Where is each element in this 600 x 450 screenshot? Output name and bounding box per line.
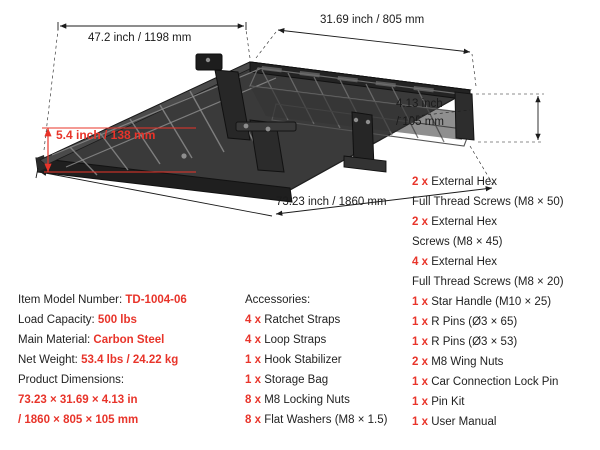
- spec-capacity-value: 500 lbs: [97, 314, 137, 326]
- specifications-list: [18, 290, 233, 430]
- accessory-name: Flat Washers (M8 × 1.5): [264, 414, 388, 426]
- spec-model-label: Item Model Number:: [18, 294, 123, 306]
- hardware-name-cont: Full Thread Screws (M8 × 20): [412, 276, 564, 288]
- accessory-qty: 8 x: [245, 414, 261, 426]
- hardware-item: [412, 172, 597, 192]
- accessory-qty: 1 x: [245, 354, 261, 366]
- dimension-rail-height: 5.4 inch / 138 mm: [56, 128, 156, 142]
- hardware-item: [412, 252, 597, 272]
- spec-model-value: TD-1004-06: [125, 294, 187, 306]
- accessory-qty: 1 x: [245, 374, 261, 386]
- accessory-item: [245, 330, 410, 350]
- spec-material-label: Main Material:: [18, 334, 91, 346]
- accessory-name: Ratchet Straps: [264, 314, 341, 326]
- accessory-qty: 8 x: [245, 394, 261, 406]
- hardware-name: R Pins (Ø3 × 53): [431, 336, 518, 348]
- hardware-name: External Hex: [431, 176, 498, 188]
- spec-dimensions-label: Product Dimensions:: [18, 374, 125, 386]
- spec-weight-value: 53.4 lbs / 24.22 kg: [81, 354, 179, 366]
- hardware-name: Pin Kit: [431, 396, 465, 408]
- accessory-qty: 4 x: [245, 314, 261, 326]
- hardware-qty: 2 x: [412, 216, 428, 228]
- hardware-item: [412, 392, 597, 412]
- spec-material-value: Carbon Steel: [93, 334, 165, 346]
- hardware-qty: 2 x: [412, 356, 428, 368]
- accessory-name: Loop Straps: [264, 334, 327, 346]
- accessory-name: Hook Stabilizer: [264, 354, 342, 366]
- hardware-item: [412, 332, 597, 352]
- accessory-name: Storage Bag: [264, 374, 329, 386]
- hardware-name: R Pins (Ø3 × 65): [431, 316, 518, 328]
- hardware-item: [412, 352, 597, 372]
- dimension-length-top: 47.2 inch / 1198 mm: [88, 32, 192, 44]
- hardware-item: [412, 212, 597, 232]
- hardware-name: Star Handle (M10 × 25): [431, 296, 552, 308]
- dimension-height-line1: 4.13 inch: [396, 98, 443, 110]
- spec-dimensions-metric: / 1860 × 805 × 105 mm: [18, 414, 139, 426]
- hardware-qty: 1 x: [412, 416, 428, 428]
- spec-capacity-row: [18, 310, 233, 330]
- accessory-item: [245, 310, 410, 330]
- spec-weight-row: [18, 350, 233, 370]
- hardware-qty: 1 x: [412, 376, 428, 388]
- accessory-item: [245, 370, 410, 390]
- accessories-title: Accessories:: [245, 294, 311, 306]
- hardware-name: Car Connection Lock Pin: [431, 376, 559, 388]
- spec-dimensions-imperial: 73.23 × 31.69 × 4.13 in: [18, 394, 138, 406]
- hardware-item: [412, 412, 597, 432]
- hardware-name: External Hex: [431, 256, 498, 268]
- hardware-item: [412, 312, 597, 332]
- hardware-qty: 1 x: [412, 336, 428, 348]
- hardware-name-cont: Screws (M8 × 45): [412, 236, 503, 248]
- hardware-qty: 2 x: [412, 176, 428, 188]
- hardware-name-cont: Full Thread Screws (M8 × 50): [412, 196, 564, 208]
- hardware-list: [412, 172, 597, 432]
- hardware-name: M8 Wing Nuts: [431, 356, 504, 368]
- spec-weight-label: Net Weight:: [18, 354, 78, 366]
- dimension-height-line2: / 105 mm: [396, 116, 444, 128]
- dimension-ramp-length: 73.23 inch / 1860 mm: [276, 196, 387, 208]
- accessory-item: [245, 350, 410, 370]
- accessory-item: [245, 390, 410, 410]
- hardware-name: External Hex: [431, 216, 498, 228]
- hardware-qty: 1 x: [412, 296, 428, 308]
- hardware-qty: 1 x: [412, 316, 428, 328]
- hardware-item: [412, 292, 597, 312]
- spec-model-row: [18, 290, 233, 310]
- spec-material-row: [18, 330, 233, 350]
- hardware-qty: 1 x: [412, 396, 428, 408]
- accessory-item: [245, 410, 410, 430]
- spec-capacity-label: Load Capacity:: [18, 314, 95, 326]
- accessory-qty: 4 x: [245, 334, 261, 346]
- hardware-item: [412, 372, 597, 392]
- accessories-list: [245, 290, 410, 430]
- hardware-name: User Manual: [431, 416, 497, 428]
- dimension-width-top: 31.69 inch / 805 mm: [320, 14, 425, 26]
- hardware-qty: 4 x: [412, 256, 428, 268]
- accessory-name: M8 Locking Nuts: [264, 394, 350, 406]
